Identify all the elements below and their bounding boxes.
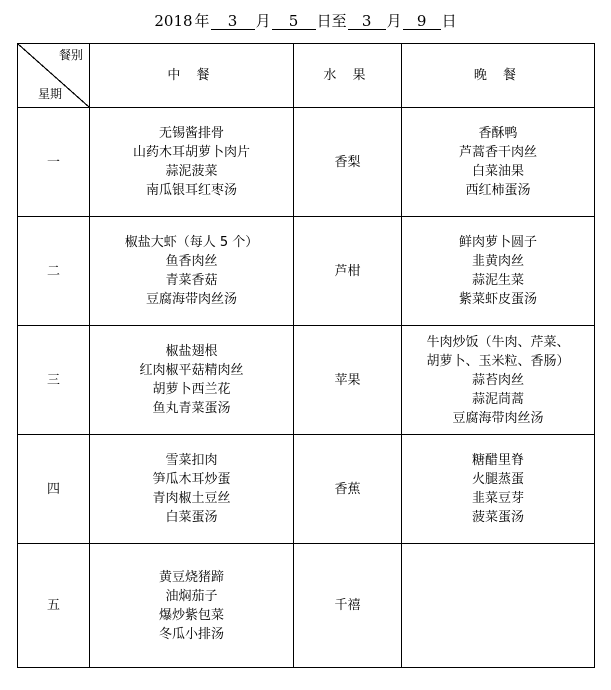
lunch-dish: 鱼丸青菜蛋汤	[152, 401, 231, 416]
title-end-month: 3	[348, 13, 386, 30]
dinner-dish: 蒜泥茼蒿	[471, 391, 524, 407]
dinner-cell	[402, 217, 595, 326]
menu-row	[18, 435, 595, 544]
corner-cell	[18, 44, 90, 108]
dinner-cell	[402, 544, 595, 668]
dinner-dish: 糖醋里脊	[471, 453, 524, 468]
lunch-dish: 青菜香菇	[165, 273, 218, 288]
dinner-dish: 紫菜虾皮蛋汤	[458, 292, 537, 307]
dinner-dish: 蒜泥生菜	[471, 273, 524, 288]
dinner-cell	[402, 108, 595, 217]
title-end-day: 9	[403, 13, 441, 30]
menu-row	[18, 108, 595, 217]
lunch-cell	[90, 326, 294, 435]
fruit-cell: 千禧	[294, 544, 402, 668]
lunch-dish: 蒜泥菠菜	[165, 164, 218, 179]
lunch-dish: 雪菜扣肉	[165, 453, 218, 468]
lunch-dish: 胡萝卜西兰花	[152, 382, 231, 397]
weekday-cell: 一	[18, 108, 90, 217]
lunch-dish: 笋瓜木耳炒蛋	[152, 472, 231, 487]
title-month-char-1: 月	[255, 12, 271, 30]
fruit-cell: 香梨	[294, 108, 402, 217]
fruit-cell: 苹果	[294, 326, 402, 435]
dinner-cell	[402, 435, 595, 544]
lunch-dish: 山药木耳胡萝卜肉片	[132, 145, 250, 160]
lunch-dish: 油焖茄子	[165, 588, 218, 604]
lunch-dish: 黄豆烧猪蹄	[158, 569, 224, 585]
corner-weekday-label: 星期	[38, 87, 63, 101]
dinner-dish: 牛肉炒饭（牛肉、芹菜、	[426, 334, 570, 350]
lunch-dish: 爆炒紫包菜	[158, 607, 224, 623]
weekly-menu-table	[17, 43, 595, 668]
lunch-dish: 红肉椒平菇精肉丝	[139, 363, 244, 378]
lunch-dish: 青肉椒土豆丝	[152, 491, 231, 506]
dinner-dish: 韭菜豆芽	[471, 491, 524, 506]
header-lunch: 中 餐	[90, 44, 294, 108]
dinner-dish: 豆腐海带肉丝汤	[452, 410, 544, 426]
header-row	[18, 44, 595, 108]
dinner-dish: 胡萝卜、玉米粒、香肠）	[426, 353, 570, 369]
lunch-dish: 鱼香肉丝	[165, 254, 218, 269]
lunch-dish: 无锡酱排骨	[158, 126, 224, 141]
title-start-day: 5	[272, 13, 316, 30]
lunch-dish: 南瓜银耳红枣汤	[145, 183, 237, 198]
lunch-dish: 冬瓜小排汤	[158, 626, 224, 642]
weekday-cell: 二	[18, 217, 90, 326]
title-year: 2018	[154, 12, 193, 30]
lunch-dish: 椒盐大虾（每人 5 个）	[124, 235, 259, 250]
weekday-cell: 三	[18, 326, 90, 435]
lunch-cell	[90, 544, 294, 668]
menu-row	[18, 544, 595, 668]
weekday-cell: 五	[18, 544, 90, 668]
lunch-cell	[90, 108, 294, 217]
header-fruit: 水 果	[294, 44, 402, 108]
dinner-dish: 西红柿蛋汤	[465, 183, 531, 198]
dinner-dish: 蒜苔肉丝	[471, 372, 524, 388]
dinner-dish: 菠菜蛋汤	[471, 510, 524, 525]
dinner-dish: 鲜肉萝卜圆子	[458, 235, 537, 250]
fruit-cell: 香蕉	[294, 435, 402, 544]
lunch-dish: 椒盐翅根	[165, 344, 218, 359]
dinner-cell	[402, 326, 595, 435]
lunch-cell	[90, 217, 294, 326]
fruit-cell: 芦柑	[294, 217, 402, 326]
lunch-dish: 白菜蛋汤	[165, 510, 218, 525]
dinner-dish: 韭黄肉丝	[471, 254, 524, 269]
lunch-cell	[90, 435, 294, 544]
title-day-char: 日	[441, 12, 457, 30]
title-start-month: 3	[211, 13, 255, 30]
title-year-char: 年	[194, 12, 210, 30]
menu-date-title	[0, 10, 611, 31]
lunch-dish: 豆腐海带肉丝汤	[145, 292, 237, 307]
weekday-cell: 四	[18, 435, 90, 544]
title-to-char: 日至	[316, 12, 347, 30]
dinner-dish: 芦蒿香干肉丝	[458, 145, 537, 160]
dinner-dish: 火腿蒸蛋	[471, 472, 524, 487]
dinner-dish: 白菜油果	[471, 164, 524, 179]
corner-meal-label: 餐别	[58, 48, 83, 62]
title-month-char-2: 月	[386, 12, 402, 30]
menu-row	[18, 217, 595, 326]
menu-row	[18, 326, 595, 435]
dinner-dish: 香酥鸭	[478, 126, 518, 141]
header-dinner: 晚 餐	[402, 44, 595, 108]
